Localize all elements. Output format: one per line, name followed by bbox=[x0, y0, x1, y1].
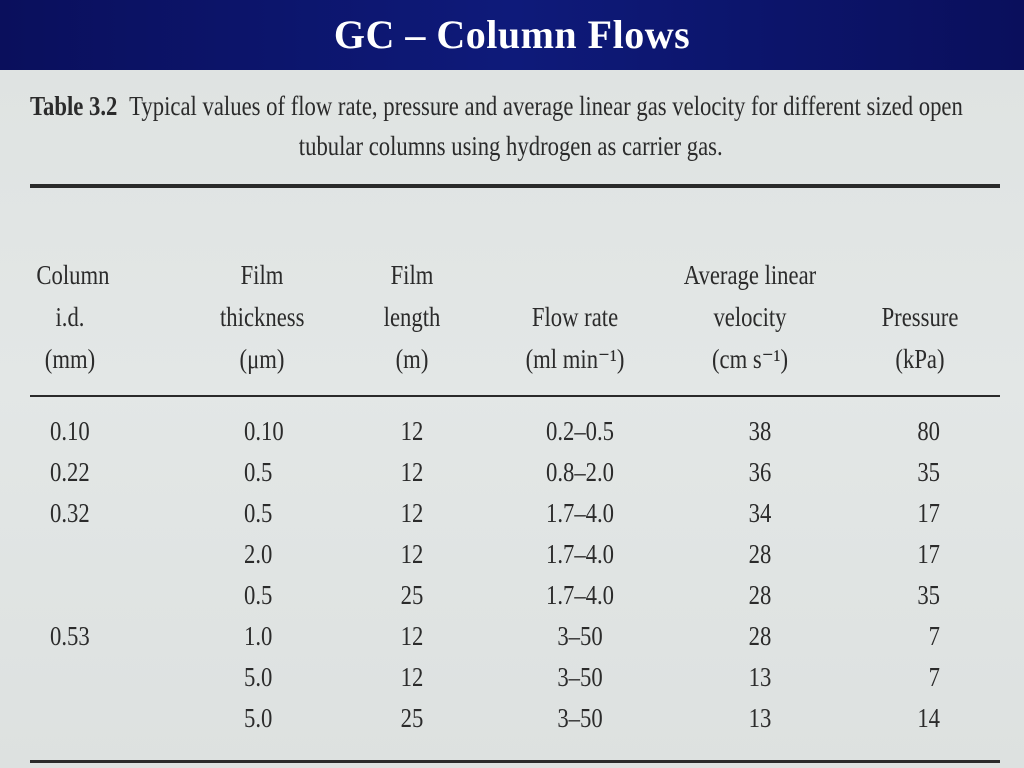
cell-flow-rate: 3–50 bbox=[557, 662, 603, 692]
header-linear-velocity: Average linear velocity (cm s⁻¹) bbox=[683, 260, 817, 374]
cell-linear-velocity: 28 bbox=[748, 539, 772, 569]
scanned-table-page bbox=[0, 70, 1024, 768]
header-flow-rate: Flow rate (ml min⁻¹) bbox=[525, 302, 625, 374]
cell-column-id: 0.22 bbox=[50, 457, 90, 487]
cell-column-id: 0.53 bbox=[50, 621, 90, 651]
table-bottom-rule bbox=[30, 760, 1000, 763]
cell-pressure: 35 bbox=[917, 457, 940, 487]
cell-film-length: 25 bbox=[400, 703, 424, 733]
cell-flow-rate: 0.8–2.0 bbox=[545, 457, 615, 487]
table-row bbox=[0, 498, 1024, 539]
table-row bbox=[0, 662, 1024, 703]
table-row bbox=[0, 457, 1024, 498]
table-top-rule bbox=[30, 184, 1000, 188]
cell-film-thickness: 0.5 bbox=[244, 580, 273, 610]
cell-film-length: 12 bbox=[400, 457, 424, 487]
cell-film-thickness: 5.0 bbox=[244, 703, 273, 733]
slide-title-bar bbox=[0, 0, 1024, 70]
table-row bbox=[0, 539, 1024, 580]
cell-flow-rate: 0.2–0.5 bbox=[545, 416, 615, 446]
cell-film-length: 12 bbox=[400, 539, 424, 569]
cell-film-thickness: 0.5 bbox=[244, 457, 273, 487]
cell-column-id: 0.32 bbox=[50, 498, 90, 528]
cell-flow-rate: 1.7–4.0 bbox=[545, 580, 615, 610]
cell-film-length: 12 bbox=[400, 621, 424, 651]
header-pressure: Pressure (kPa) bbox=[881, 302, 959, 374]
cell-pressure: 35 bbox=[917, 580, 940, 610]
cell-linear-velocity: 28 bbox=[748, 580, 772, 610]
cell-pressure: 80 bbox=[917, 416, 940, 446]
cell-film-thickness: 2.0 bbox=[244, 539, 273, 569]
table-row bbox=[0, 703, 1024, 744]
cell-film-thickness: 0.5 bbox=[244, 498, 273, 528]
cell-pressure: 14 bbox=[917, 703, 940, 733]
caption-line-2: tubular columns using hydrogen as carrier gas. bbox=[298, 131, 723, 161]
cell-flow-rate: 1.7–4.0 bbox=[545, 498, 615, 528]
header-film-thickness: Film thickness (μm) bbox=[220, 260, 305, 374]
cell-film-thickness: 1.0 bbox=[244, 621, 273, 651]
cell-flow-rate: 3–50 bbox=[557, 703, 603, 733]
table-header-rule bbox=[30, 395, 1000, 397]
cell-flow-rate: 1.7–4.0 bbox=[545, 539, 615, 569]
cell-column-id: 0.10 bbox=[50, 416, 90, 446]
cell-linear-velocity: 36 bbox=[748, 457, 772, 487]
cell-film-thickness: 5.0 bbox=[244, 662, 273, 692]
cell-pressure: 17 bbox=[917, 498, 940, 528]
header-film-length: Film length (m) bbox=[383, 260, 441, 374]
cell-linear-velocity: 38 bbox=[748, 416, 772, 446]
cell-pressure: 7 bbox=[928, 621, 940, 651]
table-label: Table 3.2 bbox=[30, 91, 118, 121]
cell-linear-velocity: 34 bbox=[748, 498, 772, 528]
cell-flow-rate: 3–50 bbox=[557, 621, 603, 651]
cell-pressure: 17 bbox=[917, 539, 940, 569]
cell-film-length: 25 bbox=[400, 580, 424, 610]
cell-film-thickness: 0.10 bbox=[244, 416, 284, 446]
cell-film-length: 12 bbox=[400, 498, 424, 528]
header-column-id: Column i.d. (mm) bbox=[36, 260, 110, 374]
cell-film-length: 12 bbox=[400, 416, 424, 446]
cell-linear-velocity: 13 bbox=[748, 662, 772, 692]
table-caption bbox=[30, 86, 1004, 166]
table-row bbox=[0, 416, 1024, 457]
table-row bbox=[0, 621, 1024, 662]
caption-line-1: Typical values of flow rate, pressure and average linear gas velocity for different sized open bbox=[129, 91, 963, 121]
cell-film-length: 12 bbox=[400, 662, 424, 692]
slide-title: GC – Column Flows bbox=[333, 12, 691, 57]
cell-linear-velocity: 28 bbox=[748, 621, 772, 651]
cell-pressure: 7 bbox=[928, 662, 940, 692]
cell-linear-velocity: 13 bbox=[748, 703, 772, 733]
table-row bbox=[0, 580, 1024, 621]
